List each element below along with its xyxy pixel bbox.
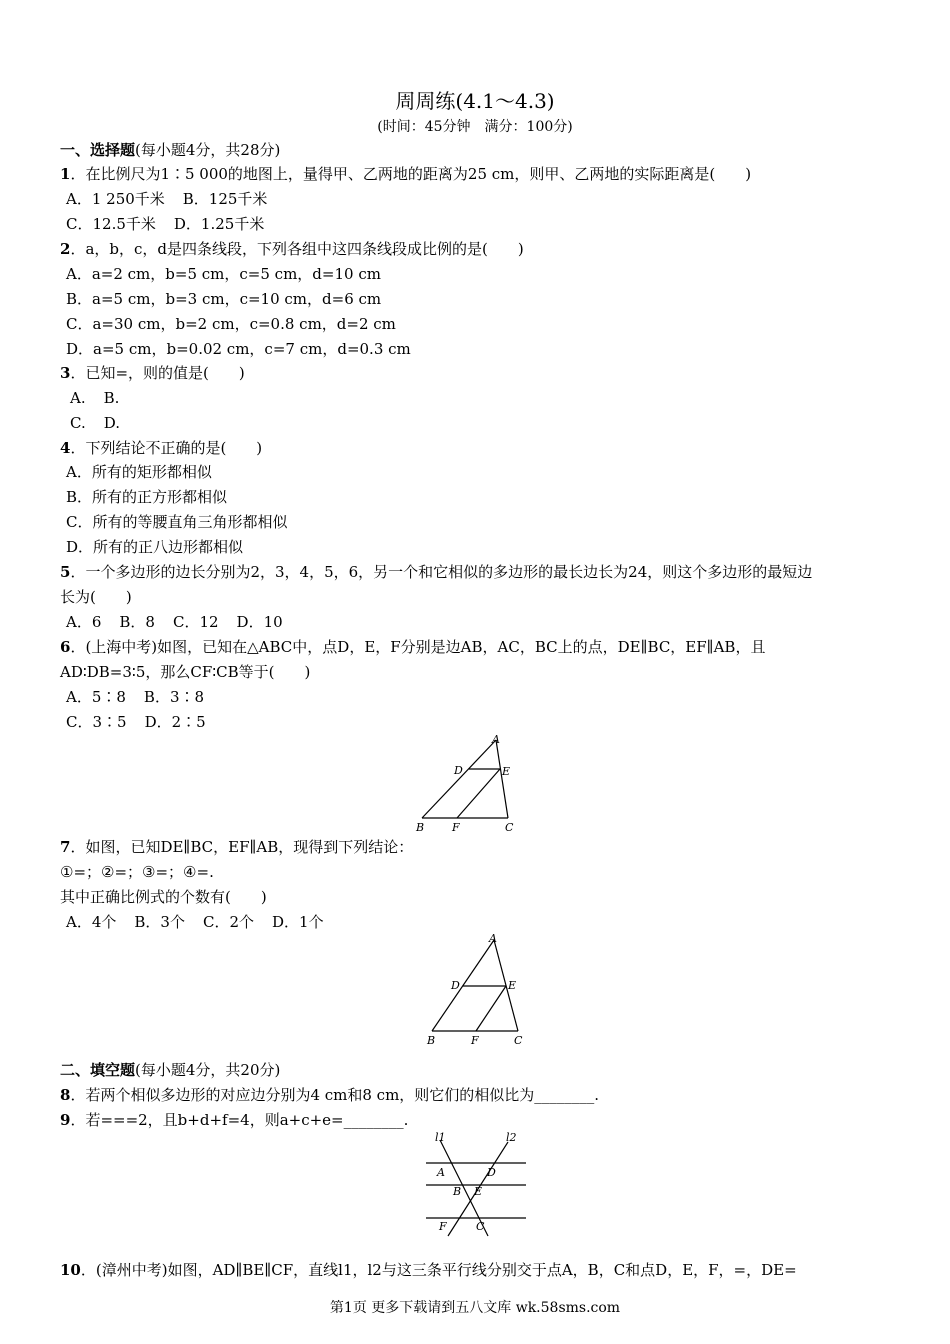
q4-option-a: A．所有的矩形都相似: [66, 463, 212, 481]
label-d: D: [487, 1166, 496, 1179]
q6-stem: 6．(上海中考)如图，已知在△ABC中，点D，E，F分别是边AB，AC，BC上的点，DE∥BC，EF∥AB，且: [60, 638, 766, 656]
label-c: C: [505, 821, 514, 834]
label-b: B: [453, 1185, 462, 1198]
q3-options-row2: C. D.: [70, 414, 120, 432]
section2-heading: 二、填空题(每小题4分，共20分): [60, 1061, 281, 1079]
label-d: D: [451, 979, 460, 992]
q9-stem: 9．若===2，且b+d+f=4，则a+c+e=________.: [60, 1111, 409, 1129]
q5-options: A．6 B．8 C．12 D．10: [66, 613, 283, 631]
q4-option-b: B．所有的正方形都相似: [66, 488, 228, 506]
label-f: F: [471, 1034, 479, 1046]
label-l1: l1: [435, 1131, 446, 1144]
label-a: A: [437, 1166, 445, 1179]
q5-stem-cont: 长为( ): [60, 588, 132, 606]
page-footer: 第1页 更多下载请到五八文库 wk.58sms.com: [329, 1300, 621, 1316]
q2-option-a: A．a=2 cm，b=5 cm，c=5 cm，d=10 cm: [66, 265, 381, 283]
q7-question: 其中正确比例式的个数有( ): [60, 888, 267, 906]
q4-option-d: D．所有的正八边形都相似: [66, 538, 244, 556]
q7-options: A．4个 B．3个 C．2个 D．1个: [66, 913, 324, 931]
label-e: E: [508, 979, 517, 992]
q1-options-row1: A．1 250千米 B．125千米: [66, 190, 268, 208]
triangle-figure-q7: [420, 930, 540, 1046]
q2-option-b: B．a=5 cm，b=3 cm，c=10 cm，d=6 cm: [66, 290, 382, 308]
q6-options-row1: A．5∶8 B．3∶8: [66, 688, 205, 706]
label-a: A: [492, 733, 500, 746]
q1-stem: 1．在比例尺为1∶5 000的地图上，量得甲、乙两地的距离为25 cm，则甲、乙两地的实际距离是( ): [60, 165, 752, 183]
label-b: B: [416, 821, 425, 834]
q4-option-c: C．所有的等腰直角三角形都相似: [66, 513, 288, 531]
parallel-lines-figure: [420, 1128, 532, 1240]
section1-heading: 一、选择题(每小题4分，共28分): [60, 141, 281, 159]
q2-stem: 2．a，b，c，d是四条线段，下列各组中这四条线段成比例的是( ): [60, 240, 524, 258]
q7-conclusions: ①=；②=；③=；④=.: [60, 863, 214, 881]
q8-stem: 8．若两个相似多边形的对应边分别为4 cm和8 cm，则它们的相似比为________.: [60, 1086, 600, 1104]
q2-option-c: C．a=30 cm，b=2 cm，c=0.8 cm，d=2 cm: [66, 315, 396, 333]
label-e: E: [502, 765, 511, 778]
label-a: A: [489, 932, 497, 945]
q3-stem: 3．已知=，则的值是( ): [60, 364, 245, 382]
page-title: 周周练(4.1～4.3): [395, 89, 555, 113]
label-l2: l2: [506, 1131, 517, 1144]
q7-stem: 7．如图，已知DE∥BC，EF∥AB，现得到下列结论：: [60, 838, 414, 856]
triangle-figure-q6: [410, 732, 530, 836]
q1-options-row2: C．12.5千米 D．1.25千米: [66, 215, 265, 233]
label-f: F: [439, 1220, 447, 1233]
q3-options-row1: A. B.: [70, 389, 120, 407]
q6-options-row2: C．3∶5 D．2∶5: [66, 713, 206, 731]
label-f: F: [452, 821, 460, 834]
label-d: D: [454, 764, 463, 777]
label-e: E: [474, 1185, 483, 1198]
q6-stem-cont: AD∶DB=3∶5，那么CF∶CB等于( ): [60, 663, 311, 681]
q4-stem: 4．下列结论不正确的是( ): [60, 439, 263, 457]
label-c: C: [476, 1220, 485, 1233]
page-subtitle: (时间：45分钟 满分：100分): [377, 119, 573, 135]
q5-stem: 5．一个多边形的边长分别为2，3，4，5，6，另一个和它相似的多边形的最长边长为24，则这个多边形的最短边: [60, 563, 813, 581]
q10-stem: 10．(漳州中考)如图，AD∥BE∥CF，直线l1，l2与这三条平行线分别交于点A，B，C和点D，E，F，=，DE=: [60, 1261, 797, 1279]
q2-option-d: D．a=5 cm，b=0.02 cm，c=7 cm，d=0.3 cm: [66, 340, 411, 358]
label-c: C: [514, 1034, 523, 1046]
label-b: B: [427, 1034, 436, 1046]
